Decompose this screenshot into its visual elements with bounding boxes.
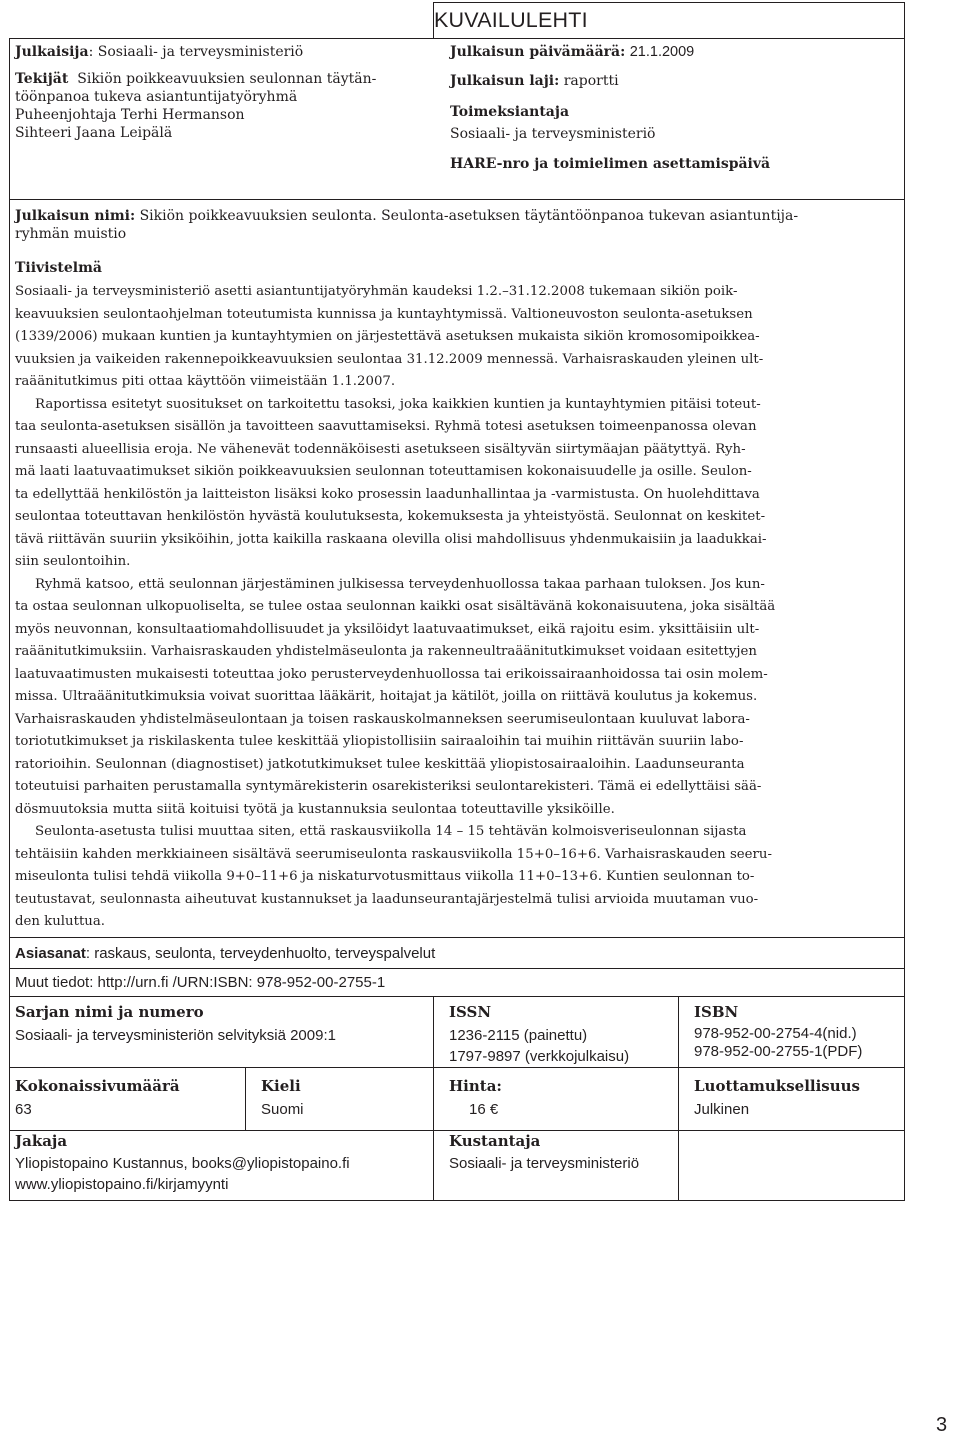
authors-line-4: Sihteeri Jaana Leipälä	[15, 125, 173, 141]
confidentiality-block	[694, 1076, 860, 1120]
publisher-label: Julkaisija	[15, 44, 89, 60]
summary-line: Raportissa esitetyt suositukset on tarkoitettu tasoksi, joka kaikkien kuntien ja kuntayhtymien pitäisi toteut-	[35, 396, 761, 412]
summary-line: toteutuisi parhaiten perustamalla syntymärekisterin osarekisteriksi seulontarekisteri. Tämä ei edellyttäisi sää-	[15, 779, 762, 794]
summary-line: ta edellyttää henkilöstön ja laitteiston lisäksi koko prosessin laadunhallintaa ja -varmistusta. On huolehdittava	[15, 486, 760, 502]
box-bottom-border	[9, 1200, 905, 1201]
summary-line: vuuksien ja vaikeiden rakennepoikkeavuuksien seulontaa 31.12.2009 mennessä. Varhaisraskauden yleinen ult-	[15, 351, 764, 367]
box-right-border	[904, 2, 905, 1200]
language-label: Kieli	[261, 1077, 301, 1095]
box-left-border	[9, 38, 10, 1200]
page-number: 3	[936, 1414, 948, 1436]
summary-line: teutustavat, seulonnasta aiheutuvat kustannukset ja laadunseurantajärjestelmä tulisi arvioida muutaman vuo-	[15, 891, 759, 907]
other-info: Muut tiedot: http://urn.fi /URN:ISBN: 978-952-00-2755-1	[15, 974, 386, 991]
name-divider	[9, 199, 905, 200]
pages-label: Kokonaissivumäärä	[15, 1077, 180, 1095]
series-value: Sosiaali- ja terveysministeriön selvityksiä 2009:1	[15, 1027, 336, 1044]
publication-name-line-1: Sikiön poikkeavuuksien seulonta. Seulonta-asetuksen täytäntöönpanoa tukevan asiantuntija-	[139, 208, 799, 224]
kustantaja-block	[449, 1131, 639, 1174]
publication-name	[15, 207, 900, 243]
series-divider	[9, 996, 905, 997]
keywords-divider	[9, 937, 905, 938]
col-divider-1	[433, 996, 434, 1200]
commissioner-label: Toimeksiantaja	[450, 104, 570, 120]
summary-line: ta ostaa seulonnan ulkopuoliselta, se tulee ostaa seulonnan kaikki osat sisältävänä kokonaisuutena, joka sisältää	[15, 599, 776, 614]
authors-line-2: töönpanoa tukeva asiantuntijatyöryhmä	[15, 89, 298, 105]
row-divider-1	[9, 1067, 905, 1068]
summary-line: taa seulonta-asetuksen sisällön ja tavoitteen saavuttamiseksi. Ryhmä totesi asetuksen toimeenpanossa olevan	[15, 419, 757, 434]
pages-block	[15, 1076, 180, 1120]
publisher-colon: :	[88, 44, 98, 60]
issn-online: 1797-9897 (verkkojulkaisu)	[449, 1048, 630, 1065]
publication-type	[450, 72, 619, 90]
summary-line: (1339/2006) mukaan kuntien ja kuntayhtymien on järjestettävä asetuksen mukaista sikiön kromosomipoikkea-	[15, 329, 760, 344]
distribution-block	[15, 1131, 350, 1195]
summary-body	[15, 281, 901, 934]
summary-line: miseulonta tulisi tehdä viikolla 9+0–11+6 ja niskaturvotusmittaus viikolla 11+0–13+6. Kuntien seulonnan to-	[15, 869, 755, 884]
isbn-label: ISBN	[694, 1003, 739, 1021]
box-top-border	[433, 2, 905, 3]
publisher-value: Sosiaali- ja terveysministeriö	[97, 44, 304, 60]
distribution-label: Jakaja	[15, 1132, 68, 1150]
price-value: 16 €	[469, 1101, 499, 1118]
summary-line: missa. Ultraäänitutkimuksia voivat suorittaa lääkärit, hoitajat ja kätilöt, joilla on riittävä koulutus ja kokemus.	[15, 689, 758, 704]
summary-line: Varhaisraskauden yhdistelmäseulontaan ja toisen raskauskolmanneksen seerumiseulontaan kuuluvat labora-	[15, 711, 750, 727]
summary-label: Tiivistelmä	[15, 260, 102, 276]
commissioner-value: Sosiaali- ja terveysministeriö	[450, 126, 656, 142]
date-field	[450, 43, 694, 61]
issn-block	[449, 1002, 629, 1067]
summary-line: Ryhmä katsoo, että seulonnan järjestäminen julkisessa terveydenhuollossa takaa parhaan tuloksen. Jos kun-	[35, 576, 765, 592]
hare-label: HARE-nro ja toimielimen asettamispäivä	[450, 156, 771, 172]
summary-line: raäänitutkimus piti ottaa käyttöön viimeistään 1.1.2007.	[15, 374, 396, 389]
keywords-label: Asiasanat	[15, 945, 86, 962]
price-label: Hinta:	[449, 1077, 502, 1095]
summary-line: seulontaa toteuttavan henkilöstön hyvästä koulutuksesta, kokemuksesta ja yhteistyöstä. Seulonnat on keskitet-	[15, 509, 766, 524]
summary-line: toriotutkimukset ja riskilaskenta tulee keskittää yliopistollisiin sairaaloihin tai muihin riittävän suuriin labo-	[15, 734, 744, 749]
summary-line: dösmuutoksia mutta siitä koituisi työtä ja kustannuksia seulontaa toteuttaville yksiköille.	[15, 801, 615, 817]
series-label: Sarjan nimi ja numero	[15, 1003, 204, 1021]
kustantaja-label: Kustantaja	[449, 1132, 541, 1150]
summary-line: raäänitutkimuksiin. Varhaisraskauden yhdistelmäseulonta ja rakenneultraäänitutkimukset voidaan esitettyjen	[15, 644, 757, 659]
header-divider	[9, 38, 905, 39]
isbn-block	[694, 1002, 862, 1061]
summary-line: tehtäisiin kahden merkkiaineen sisältävä seerumiseulonta raskausviikolla 15+0–16+6. Varhaisraskauden seeru-	[15, 846, 772, 862]
other-info-divider	[9, 968, 905, 969]
language-block	[261, 1076, 304, 1120]
date-value: 21.1.2009	[629, 44, 695, 60]
language-value: Suomi	[261, 1101, 304, 1118]
pages-value: 63	[15, 1101, 32, 1118]
series-block	[15, 1002, 336, 1046]
price-block	[449, 1076, 502, 1120]
summary-line: tävä riittävän suuriin yksiköihin, jotta kaikilla raskaana olevilla olisi mahdollisuus yhdenmukaisiin ja laadukkai-	[15, 531, 767, 547]
summary-line: runsaasti alueellisia eroja. Ne vähenevät todennäköisesti asetukseen sisältyvän siirtymäajan päätyttyä. Ryh-	[15, 441, 746, 457]
summary-line: mä laati laatuvaatimukset sikiön poikkeavuuksien seulonnan toteuttamisen kokonaisuudelle ja osille. Seulon-	[15, 464, 752, 479]
authors-label: Tekijät	[15, 71, 69, 87]
authors-line-1: Sikiön poikkeavuuksien seulonnan täytän-	[77, 71, 377, 87]
summary-line: Seulonta-asetusta tulisi muuttaa siten, että raskausviikolla 14 – 15 tehtävän kolmoisveriseulonnan sijasta	[35, 824, 747, 839]
publication-name-label: Julkaisun nimi:	[15, 208, 136, 224]
summary-line: myös neuvonnan, konsultaatiomahdollisuudet ja yksilöidyt laatuvaatimukset, eikä rajoitu esim. yksittäisiin ult-	[15, 621, 760, 637]
authors-line-3: Puheenjohtaja Terhi Hermanson	[15, 107, 245, 123]
summary-line: Sosiaali- ja terveysministeriö asetti asiantuntijatyöryhmän kaudeksi 1.2.–31.12.2008 tukemaan sikiön poik-	[15, 284, 738, 299]
col-divider-lang	[245, 1067, 246, 1130]
summary-line: den kuluttua.	[15, 914, 106, 929]
publication-name-line-2: ryhmän muistio	[15, 226, 127, 242]
summary-line: keavuuksien seulontaohjelman toteutumista kunnissa ja kuntayhtymissä. Valtioneuvoston seulonta-asetuksen	[15, 306, 753, 322]
publication-type-value: raportti	[563, 73, 619, 89]
keywords-field	[15, 943, 435, 964]
date-label: Julkaisun päivämäärä:	[450, 44, 626, 60]
col-divider-2	[678, 996, 679, 1200]
confidentiality-value: Julkinen	[694, 1101, 750, 1118]
keywords-colon: :	[85, 945, 95, 962]
distribution-url[interactable]: www.yliopistopaino.fi/kirjamyynti	[15, 1176, 229, 1193]
issn-label: ISSN	[449, 1003, 492, 1021]
summary-line: siin seulontoihin.	[15, 554, 131, 569]
isbn-bound: 978-952-00-2754-4(nid.)	[694, 1025, 857, 1042]
isbn-pdf: 978-952-00-2755-1(PDF)	[694, 1043, 863, 1060]
keywords-value: raskaus, seulonta, terveydenhuolto, terveyspalvelut	[94, 945, 436, 962]
distribution-publisher: Yliopistopaino Kustannus, books@yliopistopaino.fi	[15, 1155, 350, 1172]
publisher-field	[15, 43, 303, 61]
summary-line: laatuvaatimusten mukaisesti toteuttaa joko perusterveydenhuollossa tai erikoissairaanhoidossa tai osin molem-	[15, 666, 768, 682]
issn-printed: 1236-2115 (painettu)	[449, 1027, 588, 1044]
page-title: KUVAILULEHTI	[434, 8, 588, 32]
summary-line: ratorioihin. Seulonnan (diagnostiset) jatkotutkimukset tulee keskittää yliopistosairaaloihin. Laadunseuranta	[15, 756, 745, 772]
confidentiality-label: Luottamuksellisuus	[694, 1077, 860, 1095]
publication-type-label: Julkaisun laji:	[450, 73, 560, 89]
authors-block	[15, 70, 425, 142]
kustantaja-value: Sosiaali- ja terveysministeriö	[449, 1155, 640, 1172]
